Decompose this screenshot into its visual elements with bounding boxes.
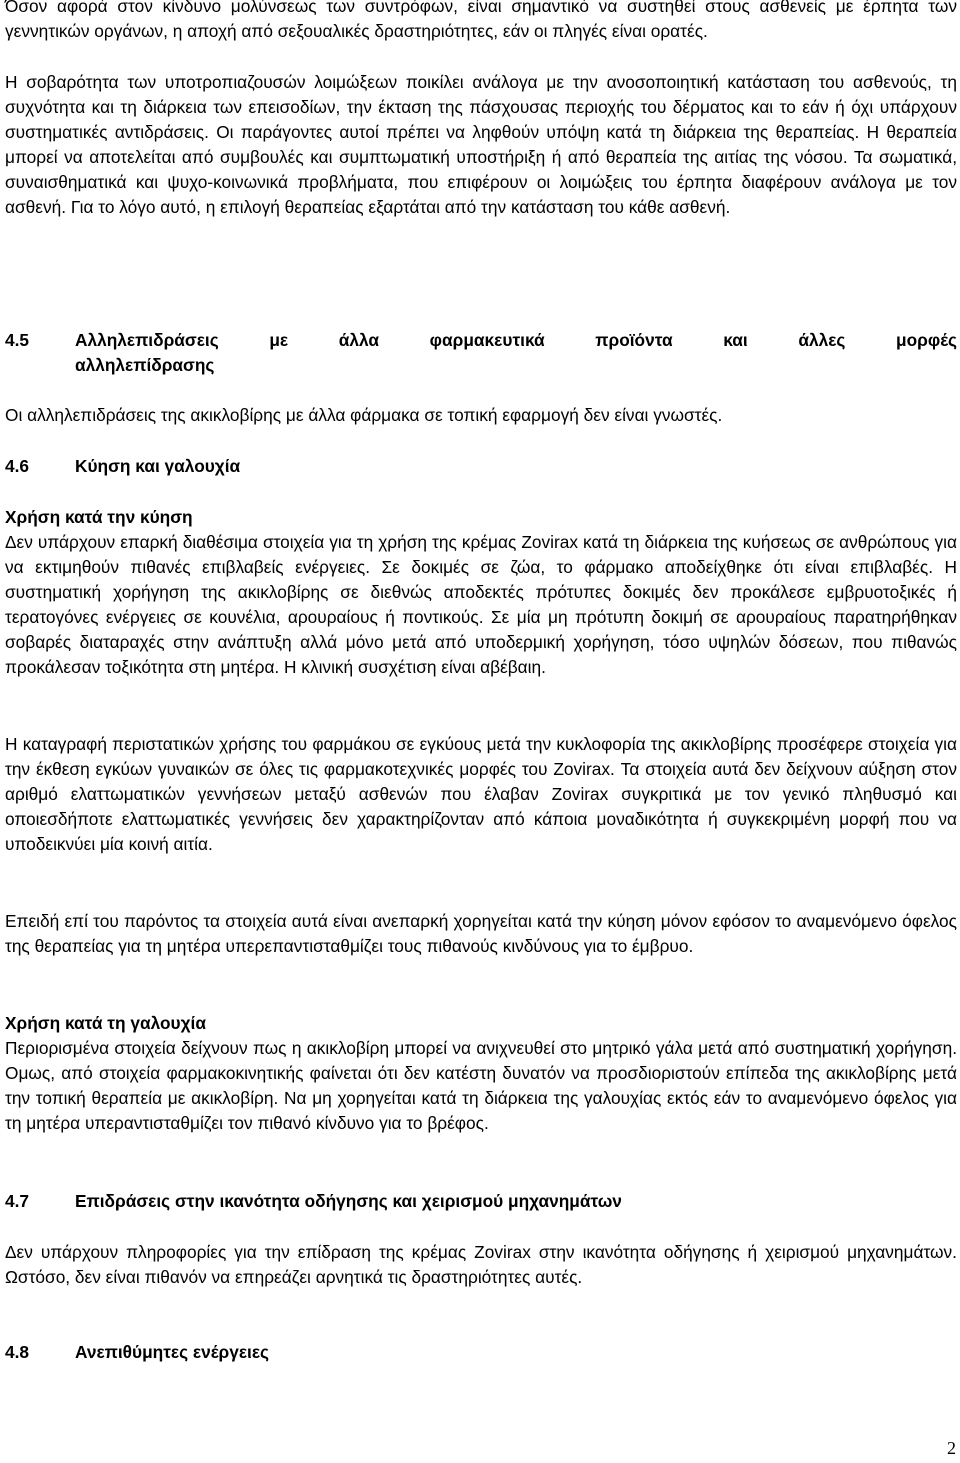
section-title-line1: Αλληλεπιδράσεις με άλλα φαρμακευτικά προϊόντα και άλλες μορφές [75,330,957,350]
section-number: 4.7 [5,1191,30,1211]
section-heading-4-7 [5,1189,957,1214]
section-title: Ανεπιθύμητες ενέργειες [75,1342,270,1362]
section-heading-4-6 [5,454,957,479]
subheading-lactation: Χρήση κατά τη γαλουχία [5,1013,206,1033]
section-heading-4-8 [5,1340,957,1365]
section-heading-4-5 [5,328,957,378]
paragraph-pregnancy-data: Δεν υπάρχουν επαρκή διαθέσιμα στοιχεία για τη χρήση της κρέμας Zovirax κατά τη διάρκεια της κυήσεως σε ανθρώπους για να εκτιμηθούν πιθανές επιβλαβείς ενέργειες. Σε δοκιμές σε ζώα, το φάρμακο αποδείχθηκε ότι είναι επιβλαβές. Η συστηματική χορήγηση της ακικλοβίρης σε διεθνώς αποδεκτές πρότυπες δοκιμές δεν προκάλεσε εμβρυοτοξικές ή τερατογόνες ενέργειες σε κουνέλια, αρουραίους ή ποντικούς. Σε μία μη πρότυπη δοκιμή σε αρουραίους παρατηρήθηκαν σοβαρές διαταραχές στην ανάπτυξη αλλά μόνο μετά από υποδερμική χορήγηση, τόσο υψηλών δόσεων, που πιθανώς προκάλεσαν τοξικότητα στη μητέρα. Η κλινική συσχέτιση είναι αβέβαιη. [5,532,957,677]
section-number: 4.8 [5,1342,30,1362]
page-number: 2 [947,1438,956,1458]
paragraph-driving: Δεν υπάρχουν πληροφορίες για την επίδραση της κρέμας Zovirax στην ικανότητα οδήγησης ή χειρισμού μηχανημάτων. Ωστόσο, δεν είναι πιθανόν να επηρεάζει αρνητικά τις δραστηριότητες αυτές. [5,1242,957,1287]
paragraph-pregnancy-conclusion: Επειδή επί του παρόντος τα στοιχεία αυτά είναι ανεπαρκή χορηγείται κατά την κύηση μόνον εφόσον το αναμενόμενο όφελος της θεραπείας για τη μητέρα υπερεπαντισταθμίζει τους πιθανούς κινδύνους για το έμβρυο. [5,911,957,956]
paragraph-registry: Η καταγραφή περιστατικών χρήσης του φαρμάκου σε εγκύους μετά την κυκλοφορία της ακικλοβίρης προσέφερε στοιχεία για την έκθεση εγκύων γυναικών σε όλες τις φαρμακοτεχνικές μορφές του Zovirax. Τα στοιχεία αυτά δεν δείχνουν αύξηση στον αριθμό ελαττωματικών γεννήσεων μεταξύ ασθενών που έλαβαν Zovirax συγκριτικά με τον γενικό πληθυσμό και οποιεσδήποτε ελαττωματικές γεννήσεις δεν χαρακτηρίζονταν από κάποια μοναδικότητα ή συγκεκριμένη μορφή που να υποδεικνύει μία κοινή αιτία. [5,734,957,854]
section-number: 4.5 [5,330,30,350]
section-title: Κύηση και γαλουχία [75,456,241,476]
section-number: 4.6 [5,456,30,476]
section-title: Επιδράσεις στην ικανότητα οδήγησης και χειρισμού μηχανημάτων [75,1191,622,1211]
paragraph-partner-risk: Όσον αφορά στον κίνδυνο μολύνσεως των συντρόφων, είναι σημαντικό να συστηθεί στους ασθενείς με έρπητα των γεννητικών οργάνων, η αποχή από σεξουαλικές δραστηριότητες, εάν οι πληγές είναι ορατές. [5,0,957,41]
paragraph-severity: Η σοβαρότητα των υποτροπιαζουσών λοιμώξεων ποικίλει ανάλογα με την ανοσοποιητική κατάσταση του ασθενούς, τη συχνότητα και τη διάρκεια των επεισοδίων, την έκταση της πάσχουσας περιοχής του δέρματος και το εάν ή όχι υπάρχουν συστηματικές αντιδράσεις. Οι παράγοντες αυτοί πρέπει να ληφθούν υπόψη κατά τη διάρκεια της θεραπείας. Η θεραπεία μπορεί να αποτελείται από συμβουλές και συμπτωματική υποστήριξη ή από θεραπεία της αιτίας της νόσου. Τα σωματικά, συναισθηματικά και ψυχο-κοινωνικά προβλήματα, που επιφέρουν οι λοιμώξεις του έρπητα διαφέρουν ανάλογα με τον ασθενή. Για το λόγο αυτό, η επιλογή θεραπείας εξαρτάται από την κατάσταση του κάθε ασθενή. [5,72,957,217]
paragraph-lactation: Περιορισμένα στοιχεία δείχνουν πως η ακικλοβίρη μπορεί να ανιχνευθεί στο μητρικό γάλα μετά από συστηματική χορήγηση. Ομως, από στοιχεία φαρμακοκινητικής φαίνεται ότι δεν κατέστη δυνατόν να προσδιοριστούν επίπεδα της ακικλοβίρης μετά την τοπική θεραπεία με ακικλοβίρη. Να μη χορηγείται κατά τη διάρκεια της γαλουχίας εκτός εάν το αναμενόμενο όφελος για τη μητέρα υπεραντισταθμίζει τον πιθανό κίνδυνο για το βρέφος. [5,1038,957,1133]
section-title-line2: αλληλεπίδρασης [75,355,215,375]
paragraph-interactions: Οι αλληλεπιδράσεις της ακικλοβίρης με άλλα φάρμακα σε τοπική εφαρμογή δεν είναι γνωστές. [5,405,723,425]
subheading-pregnancy: Χρήση κατά την κύηση [5,507,193,527]
